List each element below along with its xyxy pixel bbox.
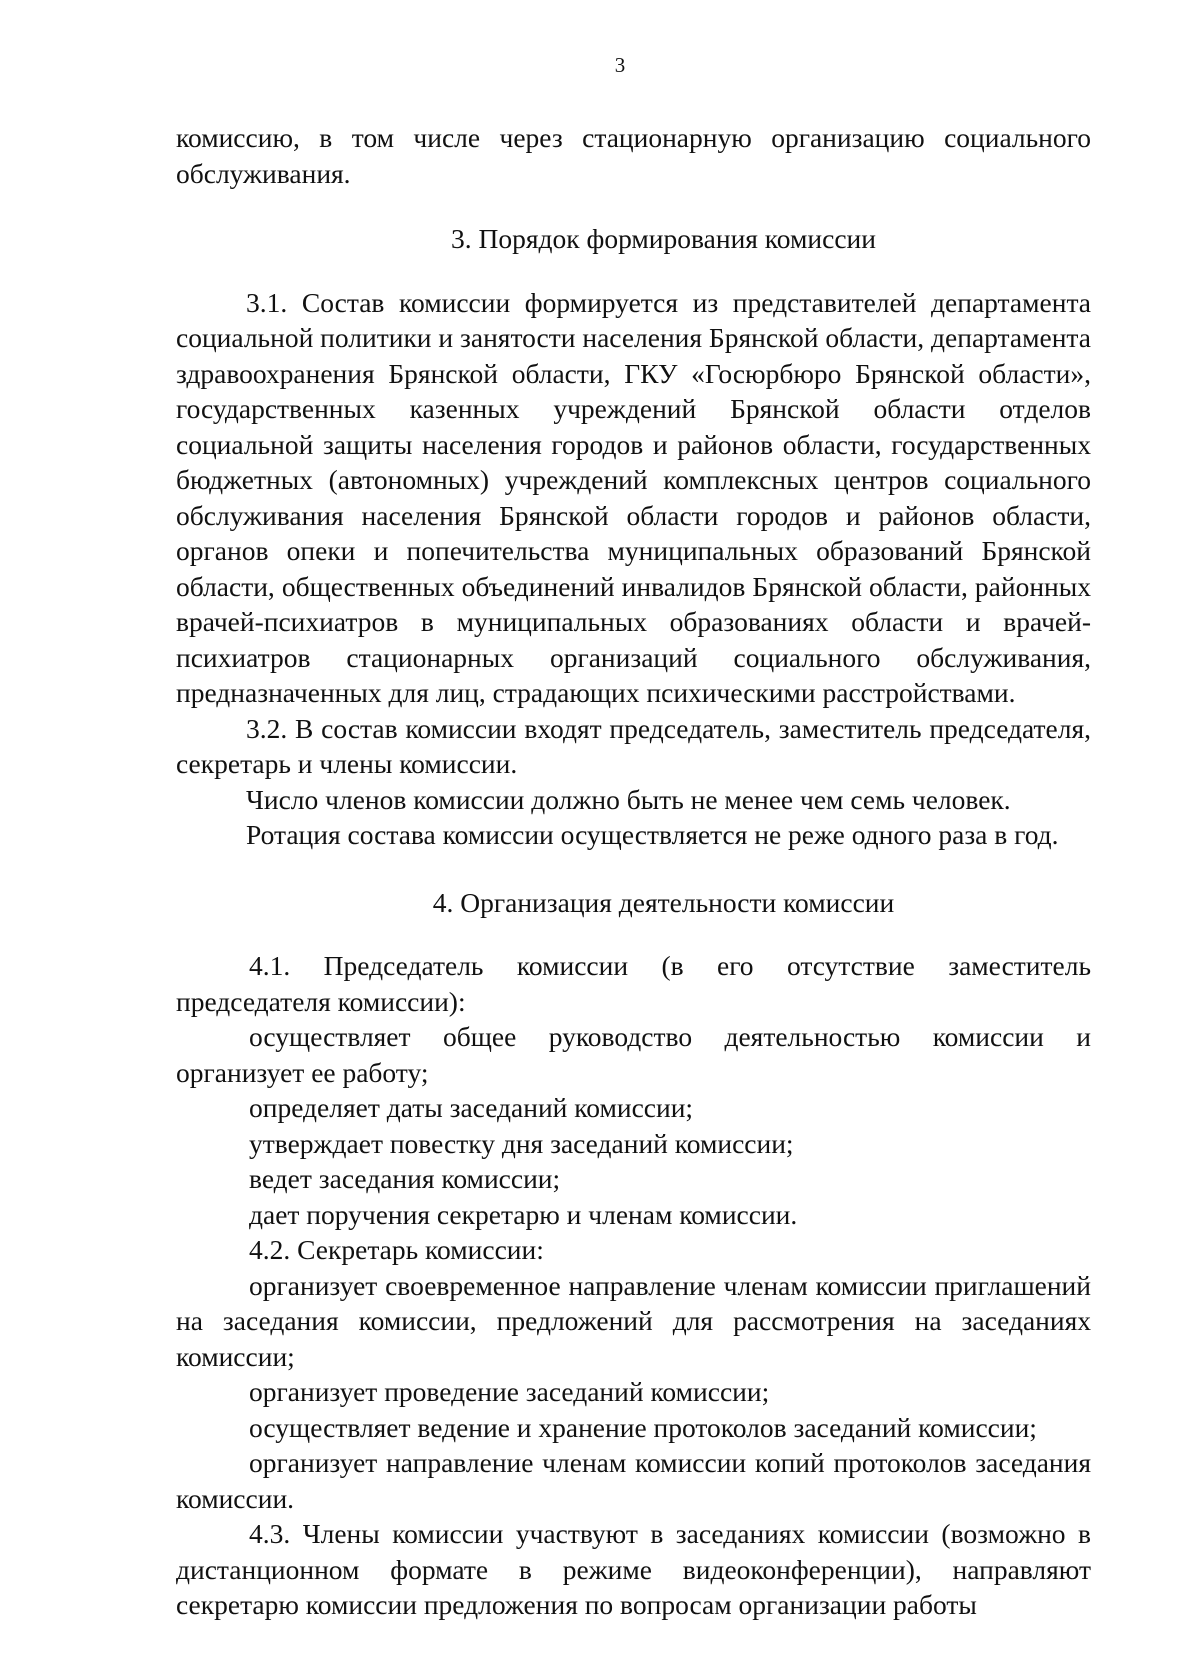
list-item-secretary-duty-4: организует направление членам комиссии копий протоколов заседания комиссии.	[176, 1447, 1091, 1514]
list-item-chair-duty-1: осуществляет общее руководство деятельностью комиссии и организует ее работу;	[176, 1021, 1091, 1088]
paragraph-3-2: 3.2. В состав комиссии входят председатель, заместитель председателя, секретарь и члены комиссии.	[176, 712, 1091, 779]
list-item-chair-duty-2: определяет даты заседаний комиссии;	[249, 1092, 694, 1123]
list-item-chair-duty-4: ведет заседания комиссии;	[249, 1163, 561, 1194]
paragraph-rotation: Ротация состава комиссии осуществляется не реже одного раза в год.	[246, 819, 1059, 850]
paragraph-4-2: 4.2. Секретарь комиссии:	[249, 1234, 544, 1265]
page-number: 3	[614, 53, 626, 77]
section-heading-4: 4. Организация деятельности комиссии	[432, 886, 895, 918]
paragraph-4-3: 4.3. Члены комиссии участвуют в заседаниях комиссии (возможно в дистанционном формате в режиме видеоконференции), направляют секретарю комиссии предложения по вопросам организации работы	[176, 1518, 1091, 1620]
paragraph-3-1: 3.1. Состав комиссии формируется из представителей департамента социальной политики и занятости населения Брянской области, департамента здравоохранения Брянской области, ГКУ «Госюрбюро Брянской области», государственных казенных учреждений Брянской области отделов социальной защиты населения городов и районов области, государственных бюджетных (автономных) учреждений комплексных центров социального обслуживания населения Брянской области городов и районов области, органов опеки и попечительства муниципальных образований Брянской области, общественных объединений инвалидов Брянской области, районных врачей-психиатров в муниципальных образованиях области и врачей-психиатров стационарных организаций социального обслуживания, предназначенных для лиц, страдающих психическими расстройствами.	[176, 286, 1091, 708]
paragraph-member-count: Число членов комиссии должно быть не менее чем семь человек.	[246, 783, 1011, 815]
list-item-chair-duty-5: дает поручения секретарю и членам комиссии.	[249, 1198, 798, 1230]
paragraph-continuation: комиссию, в том числе через стационарную организацию социального обслуживания.	[176, 122, 1091, 189]
paragraph-4-1: 4.1. Председатель комиссии (в его отсутствие заместитель председателя комиссии):	[176, 950, 1091, 1017]
list-item-chair-duty-3: утверждает повестку дня заседаний комиссии;	[249, 1127, 794, 1159]
list-item-secretary-duty-3: осуществляет ведение и хранение протоколов заседаний комиссии;	[249, 1411, 1037, 1443]
section-heading-3: 3. Порядок формирования комиссии	[451, 223, 876, 254]
list-item-secretary-duty-2: организует проведение заседаний комиссии;	[249, 1376, 770, 1407]
document-body	[176, 120, 1091, 1623]
list-item-secretary-duty-1: организует своевременное направление членам комиссии приглашений на заседания комиссии, предложений для рассмотрения на заседаниях комиссии;	[176, 1269, 1091, 1372]
